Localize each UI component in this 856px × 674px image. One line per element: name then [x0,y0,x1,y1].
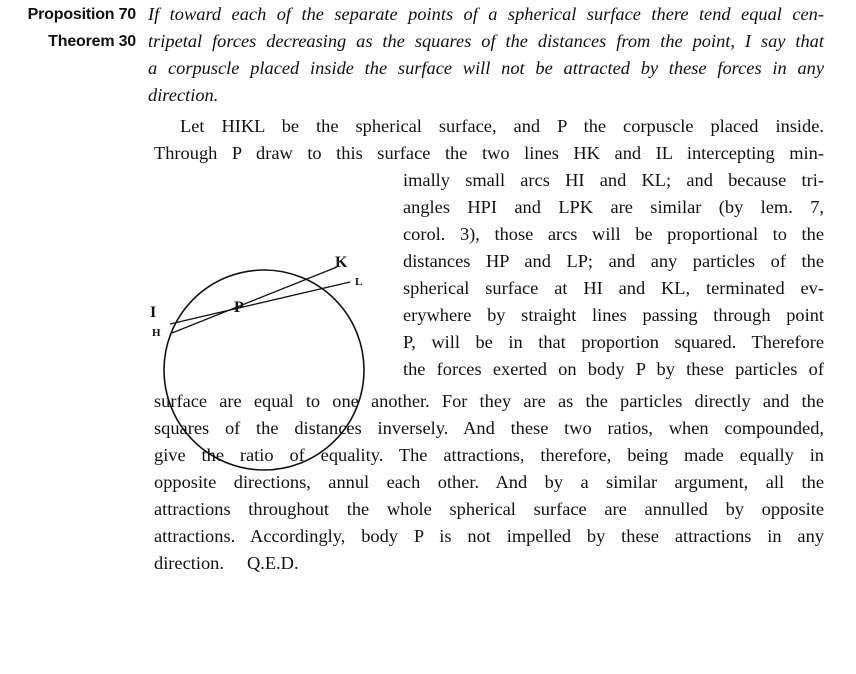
proof-line-3: surface are equal to one another. For they are as the particles directly and the [154,391,824,411]
proof-line-1: Let HIKL be the spherical surface, and P the corpuscle placed inside. [180,116,824,136]
proof-line-6: opposite directions, annul each other. And by a similar argument, all the [154,472,824,492]
proof-line-8: attractions. Accordingly, body P is not impelled by these attractions in any [154,526,824,546]
proof-side-line-6: erywhere by straight lines passing through point [403,305,824,325]
proof-line-7: attractions throughout the whole spherical surface are annulled by opposite [154,499,824,519]
proof-side-line-2: angles HPI and LPK are similar (by lem. 7, [403,197,824,217]
proof-line-4: squares of the distances inversely. And these two ratios, when compounded, [154,418,824,438]
statement-line-4: direction. [148,85,219,105]
proof-line-9: direction. Q.E.D. [154,553,299,573]
proof-side-line-8: the forces exerted on body P by these particles of [403,359,824,379]
statement-line-1: If toward each of the separate points of a spherical surface there tend equal cen- [148,4,824,24]
proof-line-5: give the ratio of equality. The attractions, therefore, being made equally in [154,445,824,465]
chord-IL [170,282,350,324]
proof-side-line-1: imally small arcs HI and KL; and because tri- [403,170,824,190]
proposition-label: Proposition 70 [27,6,136,23]
label-I: I [150,304,157,321]
label-H: H [152,327,161,339]
statement-line-2: tripetal forces decreasing as the squares of the distances from the point, I say that [148,31,824,51]
proof-side-line-7: P, will be in that proportion squared. Therefore [403,332,824,352]
chord-HK [172,267,337,333]
proof-line-2: Through P draw to this surface the two lines HK and IL intercepting min- [154,143,824,163]
statement-line-3: a corpuscle placed inside the surface will not be attracted by these forces in any [148,58,824,78]
label-P: P [234,299,244,316]
proof-side-line-5: spherical surface at HI and KL, terminated ev- [403,278,824,298]
proof-side-line-4: distances HP and LP; and any particles of the [403,251,824,271]
label-L: L [355,276,363,288]
theorem-label: Theorem 30 [48,33,136,50]
label-K: K [335,254,348,271]
proof-side-line-3: corol. 3), those arcs will be proportional to the [403,224,824,244]
